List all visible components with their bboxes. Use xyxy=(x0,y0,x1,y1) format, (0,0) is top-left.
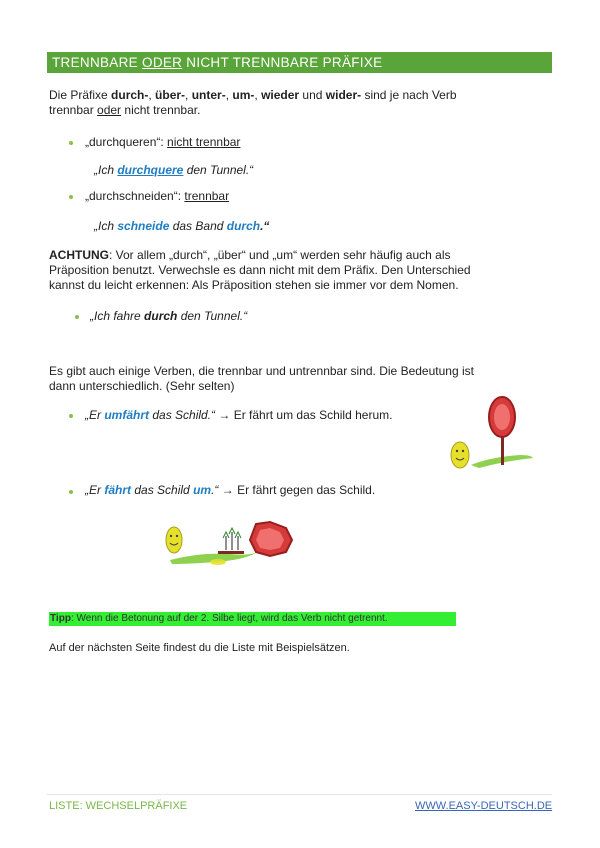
next-page-note: Auf der nächsten Seite findest du die Liste mit Beispielsätzen. xyxy=(49,642,350,654)
warning-example: „Ich fahre durch den Tunnel.“ xyxy=(90,309,248,323)
title-oder: ODER xyxy=(142,55,183,70)
example-2-sentence: „Ich schneide das Band durch.“ xyxy=(94,219,270,233)
bullet-icon xyxy=(69,141,73,145)
tip-highlight: Tipp: Wenn die Betonung auf der 2. Silbe liegt, wird das Verb nicht getrennt. xyxy=(49,612,456,626)
bullet-icon xyxy=(75,315,79,319)
bullet-icon xyxy=(69,414,73,418)
bullet-icon xyxy=(69,195,73,199)
knock-over-sign-illustration xyxy=(160,518,300,578)
example-1-sentence: „Ich durchquere den Tunnel.“ xyxy=(94,163,254,177)
intro-paragraph: Die Präfixe durch-, über-, unter-, um-, wieder und wider- sind je nach Verb trennbar oder nicht trennbar. xyxy=(49,88,457,117)
footer-website-link[interactable]: WWW.EASY-DEUTSCH.DE xyxy=(415,800,553,812)
both-forms-paragraph: Es gibt auch einige Verben, die trennbar und untrennbar sind. Die Bedeutung ist dann unterschiedlich. (Sehr selten) xyxy=(49,364,474,393)
example-1-label: „durchqueren“: nicht trennbar xyxy=(85,135,241,149)
example-4-sentence: „Er fährt das Schild um.“ → Er fährt gegen das Schild. xyxy=(85,483,376,497)
example-3-sentence: „Er umfährt das Schild.“ → Er fährt um das Schild herum. xyxy=(85,408,393,422)
drive-around-sign-illustration xyxy=(445,395,535,480)
example-2-label: „durchschneiden“: trennbar xyxy=(85,189,230,203)
warning-paragraph: ACHTUNG: Vor allem „durch“, „über“ und „um“ werden sehr häufig auch als Präposition benutzt. Verwechsle es dann nicht mit dem Präfix. Den Unterschied kannst du leicht erkennen: Als Präposition stehen sie immer vor dem Nomen. xyxy=(49,248,471,292)
footer-list-name: LISTE: WECHSELPRÄFIXE xyxy=(49,800,188,812)
page-title: TRENNBARE ODER NICHT TRENNBARE PRÄFIXE xyxy=(47,52,552,73)
bullet-icon xyxy=(69,490,73,494)
footer-divider xyxy=(47,794,552,795)
